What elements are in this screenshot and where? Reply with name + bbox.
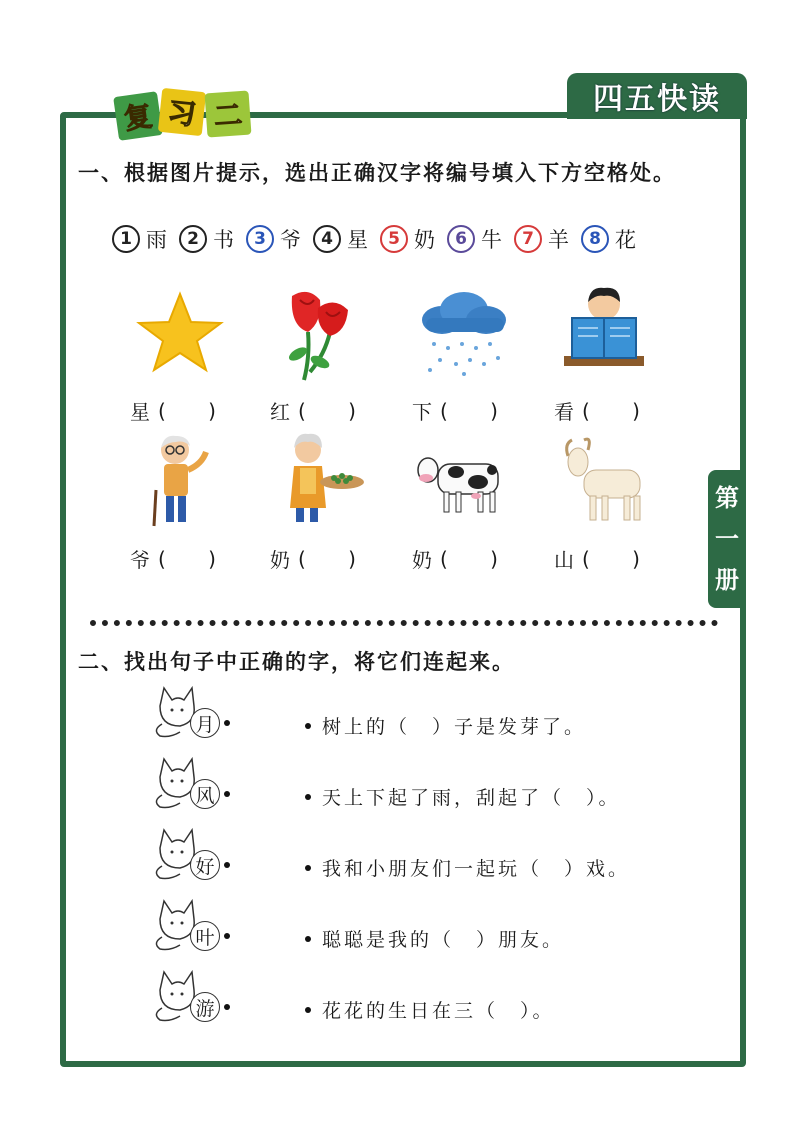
answer-word: 奶: [412, 548, 432, 572]
choice-number: 1: [112, 225, 140, 253]
picture-cell: [130, 430, 260, 573]
answer-word: 看: [554, 400, 574, 424]
connect-dot[interactable]: [224, 720, 230, 726]
answer-word: 爷: [130, 548, 150, 572]
choice-list: [112, 224, 636, 254]
answer-blank[interactable]: ( ): [440, 546, 516, 571]
choice-item: [447, 224, 502, 254]
match-sentence: 树上的（ ）子是发芽了。: [322, 716, 587, 738]
section-divider: [90, 620, 718, 626]
match-char: 风: [190, 779, 220, 809]
choice-item: [581, 224, 636, 254]
picture-row: [130, 430, 690, 578]
choice-char: 爷: [280, 228, 301, 252]
choice-item: [514, 224, 569, 254]
choice-char: 雨: [146, 228, 167, 252]
answer-blank[interactable]: ( ): [298, 398, 374, 423]
picture-cell: [412, 430, 542, 573]
answer-word: 下: [412, 400, 432, 424]
badge-tile: 二: [205, 91, 252, 138]
side-tab-char: 一: [715, 524, 739, 553]
picture-cell: [270, 282, 400, 425]
answer-blank[interactable]: ( ): [440, 398, 516, 423]
answer-blank[interactable]: ( ): [582, 398, 658, 423]
badge-tile: 复: [113, 91, 163, 141]
match-sentence: 花花的生日在三（ ）。: [322, 1000, 555, 1022]
connect-dot[interactable]: [224, 1004, 230, 1010]
section2-title: 二、找出句子中正确的字，将它们连起来。: [78, 650, 515, 674]
match-row: [150, 893, 710, 964]
section1-title: 一、根据图片提示，选出正确汉字将编号填入下方空格处。: [78, 161, 676, 185]
choice-item: [112, 224, 167, 254]
side-tab-char: 第: [715, 484, 739, 513]
answer-blank[interactable]: ( ): [582, 546, 658, 571]
cow-icon: [412, 430, 512, 530]
match-sentence: 天上下起了雨，刮起了（ ）。: [322, 787, 621, 809]
choice-number: 8: [581, 225, 609, 253]
connect-dot[interactable]: [305, 1007, 311, 1013]
star-icon: [130, 282, 230, 382]
side-tab-char: 册: [715, 565, 739, 594]
picture-grid: [130, 282, 690, 578]
series-title: 四五快读: [593, 82, 721, 117]
match-row: [150, 964, 710, 1035]
choice-char: 花: [615, 228, 636, 252]
answer-word: 奶: [270, 548, 290, 572]
matching-exercise: [150, 680, 710, 1035]
answer-word: 红: [270, 400, 290, 424]
connect-dot[interactable]: [305, 794, 311, 800]
grandma-icon: [270, 430, 370, 530]
answer-word: 星: [130, 400, 150, 424]
rose-icon: [270, 282, 370, 382]
choice-char: 牛: [481, 228, 502, 252]
connect-dot[interactable]: [224, 933, 230, 939]
match-char: 游: [190, 992, 220, 1022]
match-char: 月: [190, 708, 220, 738]
picture-cell: [554, 282, 684, 425]
connect-dot[interactable]: [224, 862, 230, 868]
answer-blank[interactable]: ( ): [298, 546, 374, 571]
connect-dot[interactable]: [305, 936, 311, 942]
choice-number: 5: [380, 225, 408, 253]
picture-cell: [554, 430, 684, 573]
choice-item: [246, 224, 301, 254]
match-sentence: 我和小朋友们一起玩（ ）戏。: [322, 858, 631, 880]
series-title-tab: [567, 73, 747, 119]
review-badge: [116, 86, 256, 138]
boy-reading-icon: [554, 282, 654, 382]
choice-char: 奶: [414, 228, 435, 252]
connect-dot[interactable]: [305, 865, 311, 871]
picture-cell: [412, 282, 542, 425]
picture-cell: [270, 430, 400, 573]
choice-number: 4: [313, 225, 341, 253]
choice-number: 6: [447, 225, 475, 253]
match-char: 好: [190, 850, 220, 880]
connect-dot[interactable]: [305, 723, 311, 729]
picture-cell: [130, 282, 260, 425]
grandpa-icon: [130, 430, 230, 530]
choice-char: 羊: [548, 228, 569, 252]
choice-number: 7: [514, 225, 542, 253]
badge-tile: 习: [158, 88, 206, 136]
choice-item: [179, 224, 234, 254]
volume-side-tab: [708, 470, 746, 608]
goat-icon: [554, 430, 654, 530]
choice-item: [313, 224, 368, 254]
choice-char: 书: [213, 228, 234, 252]
choice-number: 2: [179, 225, 207, 253]
choice-char: 星: [347, 228, 368, 252]
choice-item: [380, 224, 435, 254]
match-char: 叶: [190, 921, 220, 951]
connect-dot[interactable]: [224, 791, 230, 797]
choice-number: 3: [246, 225, 274, 253]
picture-row: [130, 282, 690, 430]
match-sentence: 聪聪是我的（ ）朋友。: [322, 929, 565, 951]
answer-blank[interactable]: ( ): [158, 546, 234, 571]
answer-blank[interactable]: ( ): [158, 398, 234, 423]
rain-cloud-icon: [412, 282, 512, 382]
match-row: [150, 680, 710, 751]
answer-word: 山: [554, 548, 574, 572]
match-row: [150, 822, 710, 893]
match-row: [150, 751, 710, 822]
